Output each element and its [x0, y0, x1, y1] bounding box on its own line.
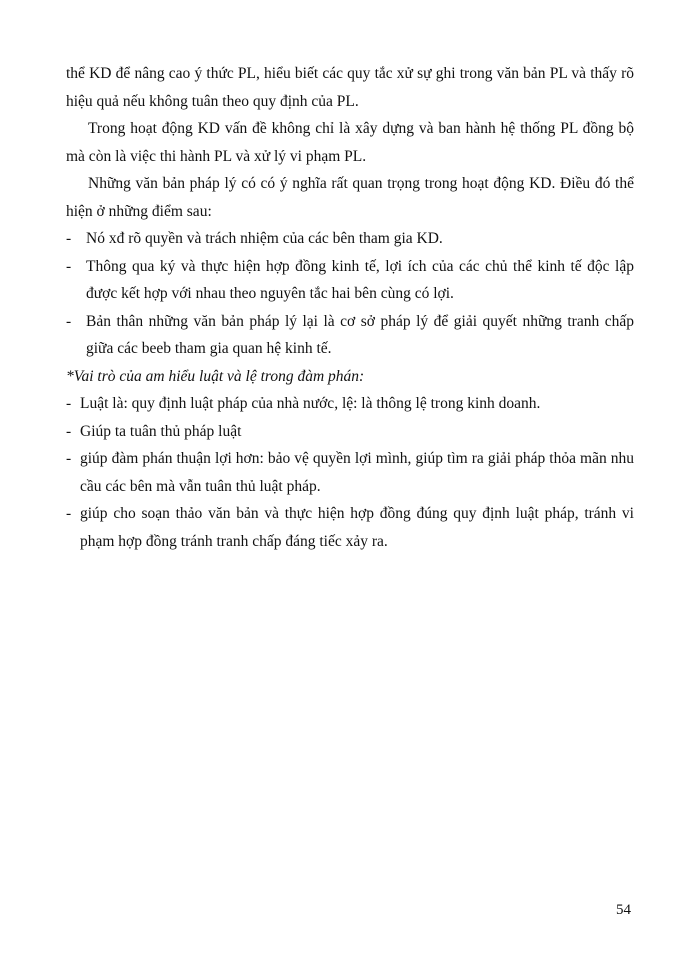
dash-marker: -	[66, 395, 72, 412]
dash-marker: -	[66, 505, 72, 522]
list-item	[66, 308, 634, 363]
page-number: 54	[616, 902, 631, 918]
list-item-text: Nó xđ rõ quyền và trách nhiệm của các bên tham gia KD.	[86, 230, 443, 247]
dash-marker: -	[66, 422, 72, 440]
list-item	[66, 225, 634, 253]
negotiation-role-list	[66, 390, 634, 555]
dash-marker: -	[66, 450, 72, 467]
paragraph-legal-documents: Những văn bản pháp lý có có ý nghĩa rất quan trọng trong hoạt động KD. Điều đó thể hiện ở những điểm sau:	[66, 175, 634, 220]
paragraph-continuation: thể KD để nâng cao ý thức PL, hiểu biết các quy tắc xử sự ghi trong văn bản PL và thấy rõ hiệu quả nếu không tuân theo quy định của PL.	[66, 65, 634, 110]
list-item-text: Luật là: quy định luật pháp của nhà nước, lệ: là thông lệ trong kinh doanh.	[80, 395, 541, 412]
document-body	[66, 60, 634, 555]
legal-documents-list	[66, 225, 634, 363]
dash-marker: -	[66, 257, 72, 275]
list-item	[66, 445, 634, 500]
section-heading: *Vai trò của am hiểu luật và lệ trong đàm phán:	[66, 367, 365, 385]
list-item-text: Bản thân những văn bản pháp lý lại là cơ sở pháp lý để giải quyết những tranh chấp giữa các beeb tham gia quan hệ kinh tế.	[86, 312, 634, 357]
list-item-text: Giúp ta tuân thủ pháp luật	[80, 422, 242, 440]
list-item-text: Thông qua ký và thực hiện hợp đồng kinh tế, lợi ích của các chủ thể kinh tế độc lập được kết hợp với nhau theo nguyên tắc hai bên cùng có lợi.	[86, 257, 634, 302]
list-item	[66, 390, 634, 418]
list-item-text: giúp đàm phán thuận lợi hơn: bảo vệ quyền lợi mình, giúp tìm ra giải pháp thỏa mãn nhu cầu các bên mà vẫn tuân thủ luật pháp.	[80, 450, 634, 495]
list-item-text: giúp cho soạn thảo văn bản và thực hiện hợp đồng đúng quy định luật pháp, tránh vi phạm hợp đồng tránh tranh chấp đáng tiếc xảy ra.	[80, 505, 634, 550]
dash-marker: -	[66, 312, 72, 330]
list-item	[66, 500, 634, 555]
paragraph-implementation: Trong hoạt động KD vấn đề không chỉ là xây dựng và ban hành hệ thống PL đồng bộ mà còn là việc thi hành PL và xử lý vi phạm PL.	[66, 120, 634, 165]
dash-marker: -	[66, 230, 72, 247]
list-item	[66, 418, 634, 446]
list-item	[66, 253, 634, 308]
